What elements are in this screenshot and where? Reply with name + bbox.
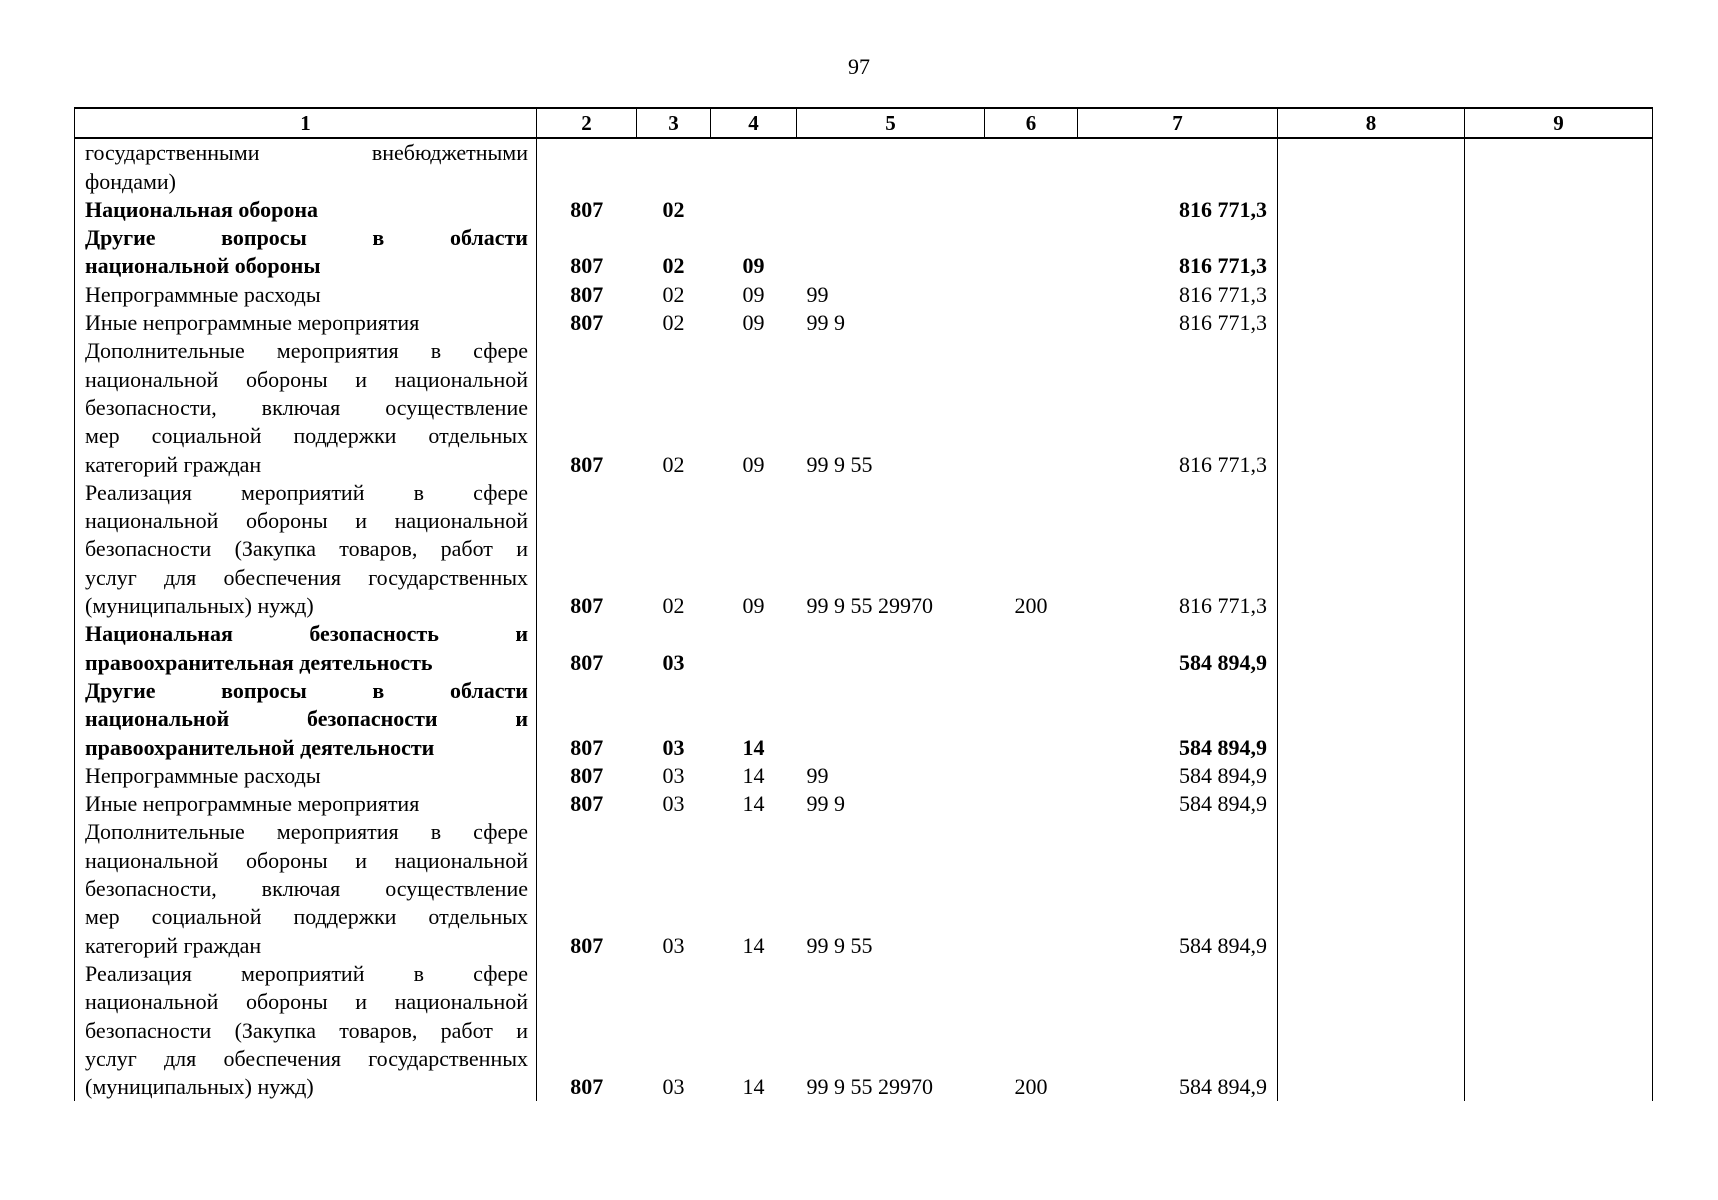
cell-empty [1278,281,1465,309]
row-name [75,196,537,224]
row-name-line: Иные непрограммные мероприятия [85,310,420,336]
cell-section-code: 03 [662,791,685,817]
cell-section-code: 02 [662,310,685,336]
cell-expense-type [985,138,1078,196]
row-name-line: услуг для обеспечения государственных [85,564,528,590]
cell-target-article [797,620,985,677]
cell-amount: 816 771,3 [1078,196,1278,224]
column-header: 3 [637,108,711,138]
cell-target-article [797,138,985,196]
cell-department-code [537,138,637,196]
cell-subsection-code: 14 [742,762,765,788]
cell-empty [1278,337,1465,478]
cell-department-code: 807 [570,310,604,336]
row-name-line: (муниципальных) нужд) [85,593,314,619]
cell-section-code: 02 [662,281,685,307]
cell-subsection-code: 14 [742,1074,765,1100]
cell-section-code [637,138,711,196]
column-header: 2 [537,108,637,138]
row-name-line: Национальная безопасность и [85,621,528,647]
cell-amount: 584 894,9 [1078,762,1278,790]
cell-empty [1465,196,1653,224]
row-name-line: национальной обороны и национальной [85,508,528,534]
table-row [75,224,1653,281]
cell-amount: 584 894,9 [1078,818,1278,959]
cell-section-code: 02 [662,253,685,279]
row-name-line: категорий граждан [85,932,262,958]
row-name-line: правоохранительная деятельность [85,649,433,675]
row-name-line: Национальная оборона [85,196,319,222]
cell-amount: 816 771,3 [1078,337,1278,478]
cell-subsection-code: 09 [742,310,765,336]
cell-department-code: 807 [570,649,604,675]
cell-section-code: 02 [662,196,685,222]
cell-department-code: 807 [570,593,604,619]
row-name-line: (муниципальных) нужд) [85,1074,314,1100]
cell-empty [1465,337,1653,478]
row-name [75,309,537,337]
row-name-line: Другие вопросы в области [85,225,528,251]
row-name-line: Реализация мероприятий в сфере [85,479,528,505]
cell-section-code: 03 [662,762,685,788]
row-name-line: национальной обороны [85,253,321,279]
cell-target-article: 99 9 55 29970 [806,1074,933,1100]
row-name-line: национальной обороны и национальной [85,847,528,873]
row-name-line: Иные непрограммные мероприятия [85,791,420,817]
cell-section-code: 03 [662,1074,685,1100]
row-name-line: безопасности (Закупка товаров, работ и [85,536,528,562]
column-header: 5 [797,108,985,138]
cell-empty [1278,762,1465,790]
table-row [75,960,1653,1101]
row-name [75,224,537,281]
cell-subsection-code [711,620,797,677]
table-row [75,309,1653,337]
cell-empty [1465,138,1653,196]
cell-empty [1465,479,1653,620]
cell-empty [1278,677,1465,762]
cell-amount: 816 771,3 [1078,281,1278,309]
cell-subsection-code: 14 [742,932,765,958]
row-name-line: категорий граждан [85,451,262,477]
row-name-line: безопасности, включая осуществление [85,394,528,420]
cell-expense-type [985,677,1078,762]
cell-section-code: 03 [662,734,685,760]
cell-empty [1278,309,1465,337]
cell-section-code: 03 [662,649,685,675]
cell-department-code: 807 [570,932,604,958]
row-name-line: национальной обороны и национальной [85,366,528,392]
row-name-line: национальной обороны и национальной [85,989,528,1015]
cell-empty [1278,196,1465,224]
row-name-line: правоохранительной деятельности [85,734,435,760]
row-name-line: мер социальной поддержки отдельных [85,904,528,930]
row-name-line: фондами) [85,168,177,194]
table-row [75,790,1653,818]
table-body [75,138,1653,1101]
table-row [75,762,1653,790]
cell-empty [1465,762,1653,790]
cell-target-article [797,196,985,224]
row-name-line: Дополнительные мероприятия в сфере [85,819,528,845]
row-name [75,762,537,790]
cell-empty [1465,960,1653,1101]
cell-target-article: 99 [806,281,829,307]
table-row [75,281,1653,309]
row-name [75,138,537,196]
cell-subsection-code: 09 [742,593,765,619]
cell-target-article: 99 9 55 29970 [806,593,933,619]
row-name [75,337,537,478]
cell-section-code: 02 [662,593,685,619]
cell-empty [1465,281,1653,309]
cell-empty [1465,677,1653,762]
cell-target-article: 99 9 55 [806,932,873,958]
cell-expense-type: 200 [1014,593,1048,619]
cell-subsection-code: 09 [742,281,765,307]
column-header: 1 [75,108,537,138]
table-row [75,620,1653,677]
budget-table [74,107,1653,1101]
budget-table-container [74,107,1652,1113]
cell-department-code: 807 [570,281,604,307]
row-name [75,818,537,959]
row-name-line: услуг для обеспечения государственных [85,1045,528,1071]
cell-expense-type [985,309,1078,337]
row-name-line: Дополнительные мероприятия в сфере [85,338,528,364]
cell-section-code: 03 [662,932,685,958]
cell-empty [1465,309,1653,337]
cell-amount: 816 771,3 [1078,309,1278,337]
row-name [75,281,537,309]
cell-section-code: 02 [662,451,685,477]
cell-amount: 584 894,9 [1078,960,1278,1101]
cell-expense-type [985,224,1078,281]
cell-empty [1278,620,1465,677]
row-name-line: Непрограммные расходы [85,281,321,307]
cell-empty [1278,138,1465,196]
row-name-line: безопасности, включая осуществление [85,876,528,902]
row-name-line: государственными внебюджетными [85,140,528,166]
cell-expense-type [985,281,1078,309]
cell-empty [1465,224,1653,281]
cell-subsection-code: 14 [742,791,765,817]
cell-target-article [797,677,985,762]
cell-department-code: 807 [570,196,604,222]
column-header: 7 [1078,108,1278,138]
cell-target-article: 99 9 55 [806,451,873,477]
cell-target-article [797,224,985,281]
cell-target-article: 99 9 [806,791,845,817]
row-name-line: Другие вопросы в области [85,677,528,703]
table-row [75,479,1653,620]
row-name-line: мер социальной поддержки отдельных [85,423,528,449]
cell-expense-type [985,790,1078,818]
cell-target-article: 99 [806,762,829,788]
table-row [75,818,1653,959]
cell-department-code: 807 [570,253,604,279]
cell-empty [1278,224,1465,281]
cell-target-article: 99 9 [806,310,845,336]
cell-expense-type [985,762,1078,790]
cell-empty [1465,620,1653,677]
row-name [75,790,537,818]
cell-empty [1465,790,1653,818]
cell-expense-type [985,620,1078,677]
column-header: 4 [711,108,797,138]
cell-department-code: 807 [570,762,604,788]
cell-expense-type [985,337,1078,478]
cell-amount: 584 894,9 [1078,790,1278,818]
row-name [75,620,537,677]
cell-empty [1278,960,1465,1101]
cell-subsection-code: 09 [742,451,765,477]
cell-subsection-code [711,138,797,196]
cell-amount: 816 771,3 [1078,479,1278,620]
cell-subsection-code: 14 [742,734,765,760]
row-name-line: безопасности (Закупка товаров, работ и [85,1017,528,1043]
cell-amount: 584 894,9 [1078,620,1278,677]
cell-empty [1278,790,1465,818]
cell-empty [1278,479,1465,620]
row-name-line: Реализация мероприятий в сфере [85,960,528,986]
table-row [75,196,1653,224]
column-header: 9 [1465,108,1653,138]
cell-empty [1465,818,1653,959]
cell-expense-type [985,818,1078,959]
row-name [75,677,537,762]
row-name [75,479,537,620]
table-row [75,337,1653,478]
header-row [75,108,1653,138]
cell-department-code: 807 [570,1074,604,1100]
row-name-line: национальной безопасности и [85,706,528,732]
cell-department-code: 807 [570,791,604,817]
table-row [75,138,1653,196]
column-header: 6 [985,108,1078,138]
row-name-line: Непрограммные расходы [85,762,321,788]
cell-amount [1078,138,1278,196]
cell-department-code: 807 [570,734,604,760]
table-row [75,677,1653,762]
cell-subsection-code: 09 [742,253,765,279]
row-name [75,960,537,1101]
cell-subsection-code [711,196,797,224]
column-header: 8 [1278,108,1465,138]
cell-department-code: 807 [570,451,604,477]
cell-amount: 816 771,3 [1078,224,1278,281]
page-number: 97 [848,54,870,79]
cell-empty [1278,818,1465,959]
cell-expense-type: 200 [1014,1074,1048,1100]
cell-expense-type [985,196,1078,224]
cell-amount: 584 894,9 [1078,677,1278,762]
